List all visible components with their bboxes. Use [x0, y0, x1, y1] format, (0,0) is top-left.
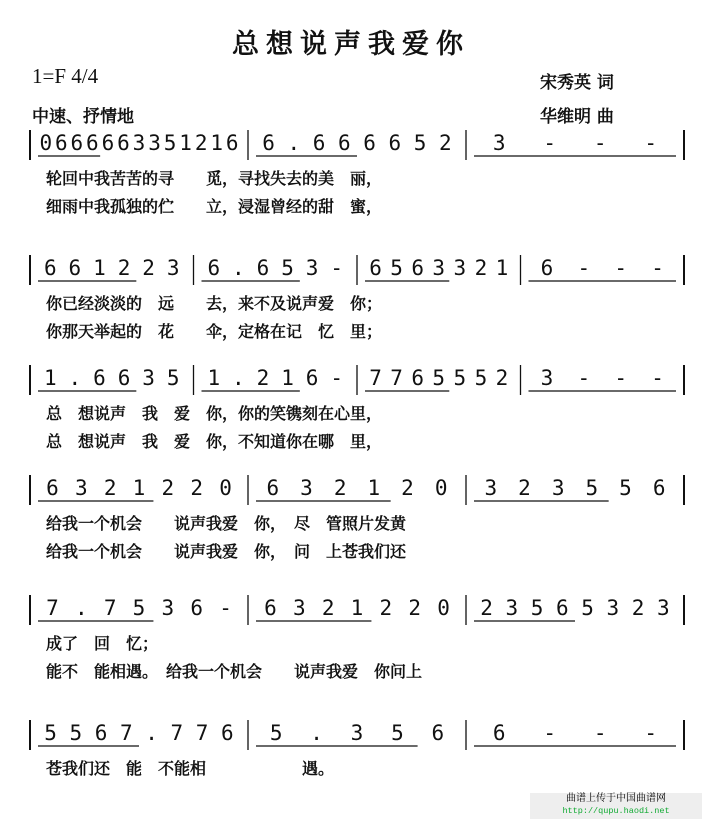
note: 3 [300, 476, 313, 500]
note: - [644, 131, 658, 155]
note: 6 [431, 721, 445, 745]
note: 1 [210, 131, 224, 155]
note: 2 [321, 596, 335, 620]
note: 2 [161, 476, 175, 500]
note: 6 [388, 131, 402, 155]
note: 2 [480, 596, 493, 620]
note: 5 [530, 596, 544, 620]
note: 6 [492, 721, 506, 745]
lyric-line: 给我一个机会 说声我爱 你， 问 上苍我们还 [46, 542, 407, 561]
note: . [145, 721, 158, 745]
note: 5 [44, 721, 57, 745]
note: 3 [551, 476, 565, 500]
lyric-line: 轮回中我苦苦的寻 觅，寻找失去的美 丽， [46, 169, 383, 188]
note: 5 [474, 366, 488, 390]
note: 6 [221, 721, 234, 745]
lyric-line: 总 想说声 我 爱 你，不知道你在哪 里， [46, 432, 383, 451]
note: 6 [101, 131, 115, 155]
note: 3 [148, 131, 161, 155]
note: 3 [606, 596, 620, 620]
note: - [219, 596, 232, 620]
note: 0 [437, 596, 450, 620]
note: - [543, 131, 557, 155]
note: - [651, 256, 664, 280]
lyric-line: 总 想说声 我 爱 你，你的笑镌刻在心里， [46, 404, 383, 423]
note: 7 [390, 366, 403, 390]
note: 6 [70, 131, 84, 155]
note: 3 [305, 256, 319, 280]
note: 2 [631, 596, 645, 620]
note: 1 [132, 476, 146, 500]
tempo-marking: 中速、抒情地 [32, 107, 134, 127]
note: 6 [262, 131, 275, 155]
watermark-line-2: http://qupu.haodi.net [562, 805, 670, 816]
note: 1 [350, 596, 364, 620]
note: 7 [195, 721, 209, 745]
note: 2 [439, 131, 452, 155]
key-and-time-signature: 1=F 4/4 [32, 64, 99, 88]
note: 5 [281, 256, 294, 280]
note: 1 [43, 366, 57, 390]
note: 6 [68, 256, 82, 280]
lyric-line: 苍我们还 能 不能相 遇。 [46, 759, 335, 778]
note: 2 [190, 476, 204, 500]
note: 5 [432, 366, 446, 390]
note: 3 [492, 131, 506, 155]
note: 5 [391, 721, 404, 745]
note: 2 [401, 476, 414, 500]
note: 7 [120, 721, 133, 745]
note: 6 [54, 131, 68, 155]
note: 6 [117, 366, 131, 390]
note: 5 [390, 256, 403, 280]
note: - [577, 256, 591, 280]
note: 2 [495, 366, 509, 390]
note: 3 [505, 596, 519, 620]
note: 5 [166, 366, 180, 390]
note: . [68, 366, 82, 390]
note: - [593, 721, 607, 745]
note: 6 [43, 256, 57, 280]
note: - [577, 366, 591, 390]
note: 3 [657, 596, 670, 620]
note: 0 [39, 131, 53, 155]
note: . [287, 131, 301, 155]
note: 2 [142, 256, 155, 280]
lyric-line: 成了 回 忆； [46, 634, 159, 653]
note: 6 [225, 131, 239, 155]
note: 2 [194, 131, 208, 155]
note: - [330, 366, 344, 390]
note: - [614, 366, 628, 390]
note: 5 [69, 721, 83, 745]
note: 5 [413, 131, 427, 155]
lyric-line: 能不 能相遇。 给我一个机会 说声我爱 你问上 [46, 662, 423, 681]
note: . [232, 366, 245, 390]
note: . [74, 596, 88, 620]
note: 6 [117, 131, 130, 155]
note: 6 [86, 131, 99, 155]
note: 0 [434, 476, 448, 500]
watermark-line-1: 曲谱上传于中国曲谱网 [566, 793, 666, 804]
note: 6 [93, 366, 106, 390]
note: 3 [484, 476, 498, 500]
note: 7 [369, 366, 382, 390]
note: 3 [142, 366, 155, 390]
note: 2 [379, 596, 393, 620]
note: . [232, 256, 245, 280]
lyric-line: 给我一个机会 说声我爱 你， 尽 管照片发黄 [46, 514, 407, 533]
note: 6 [556, 596, 569, 620]
note: 6 [369, 256, 382, 280]
composer-credit: 华维明 曲 [540, 107, 614, 127]
note: 6 [338, 131, 351, 155]
note: 2 [474, 256, 488, 280]
note: 1 [281, 366, 294, 390]
note: 3 [166, 256, 180, 280]
note: 7 [103, 596, 117, 620]
note: 3 [132, 131, 146, 155]
note: 1 [179, 131, 192, 155]
note: 3 [161, 596, 175, 620]
note: 6 [264, 596, 277, 620]
note: 6 [363, 131, 376, 155]
note: 2 [408, 596, 422, 620]
note: 7 [170, 721, 184, 745]
note: 3 [74, 476, 88, 500]
note: 6 [207, 256, 221, 280]
note: 5 [619, 476, 632, 500]
note: 6 [94, 721, 108, 745]
note: 6 [312, 131, 326, 155]
note: 3 [292, 596, 306, 620]
note: 2 [333, 476, 347, 500]
note: 0 [219, 476, 232, 500]
note: 5 [269, 721, 283, 745]
note: 2 [117, 256, 131, 280]
song-title: 总想说声我爱你 [232, 29, 470, 60]
note: 6 [256, 256, 270, 280]
note: 2 [518, 476, 531, 500]
note: - [644, 721, 658, 745]
source-watermark [530, 793, 702, 819]
note: 1 [207, 366, 221, 390]
note: 1 [93, 256, 106, 280]
note: 6 [266, 476, 280, 500]
note: 3 [432, 256, 446, 280]
note: 3 [540, 366, 554, 390]
note: - [543, 721, 557, 745]
note: 6 [305, 366, 319, 390]
lyric-line: 你那天举起的 花 伞，定格在记 忆 里； [46, 322, 383, 341]
note: 6 [411, 256, 425, 280]
note: 5 [163, 131, 177, 155]
note: 3 [350, 721, 364, 745]
note: 6 [540, 256, 554, 280]
lyric-line: 你已经淡淡的 远 去，来不及说声爱 你； [46, 294, 383, 313]
note: 1 [367, 476, 381, 500]
note: 6 [411, 366, 425, 390]
note: 5 [581, 596, 594, 620]
note: - [593, 131, 607, 155]
note: 2 [103, 476, 117, 500]
note: 7 [46, 596, 59, 620]
lyric-line: 细雨中我孤独的伫 立，浸湿曾经的甜 蜜， [46, 197, 383, 216]
note: . [310, 721, 323, 745]
note: 5 [453, 366, 467, 390]
note: 6 [190, 596, 204, 620]
note: 5 [132, 596, 146, 620]
lyricist-credit: 宋秀英 词 [540, 73, 614, 93]
note: 6 [46, 476, 59, 500]
note: - [614, 256, 628, 280]
note: - [651, 366, 664, 390]
note: 5 [585, 476, 599, 500]
note: 1 [495, 256, 509, 280]
note: - [330, 256, 344, 280]
note: 2 [256, 366, 270, 390]
note: 3 [453, 256, 467, 280]
note: 6 [652, 476, 666, 500]
